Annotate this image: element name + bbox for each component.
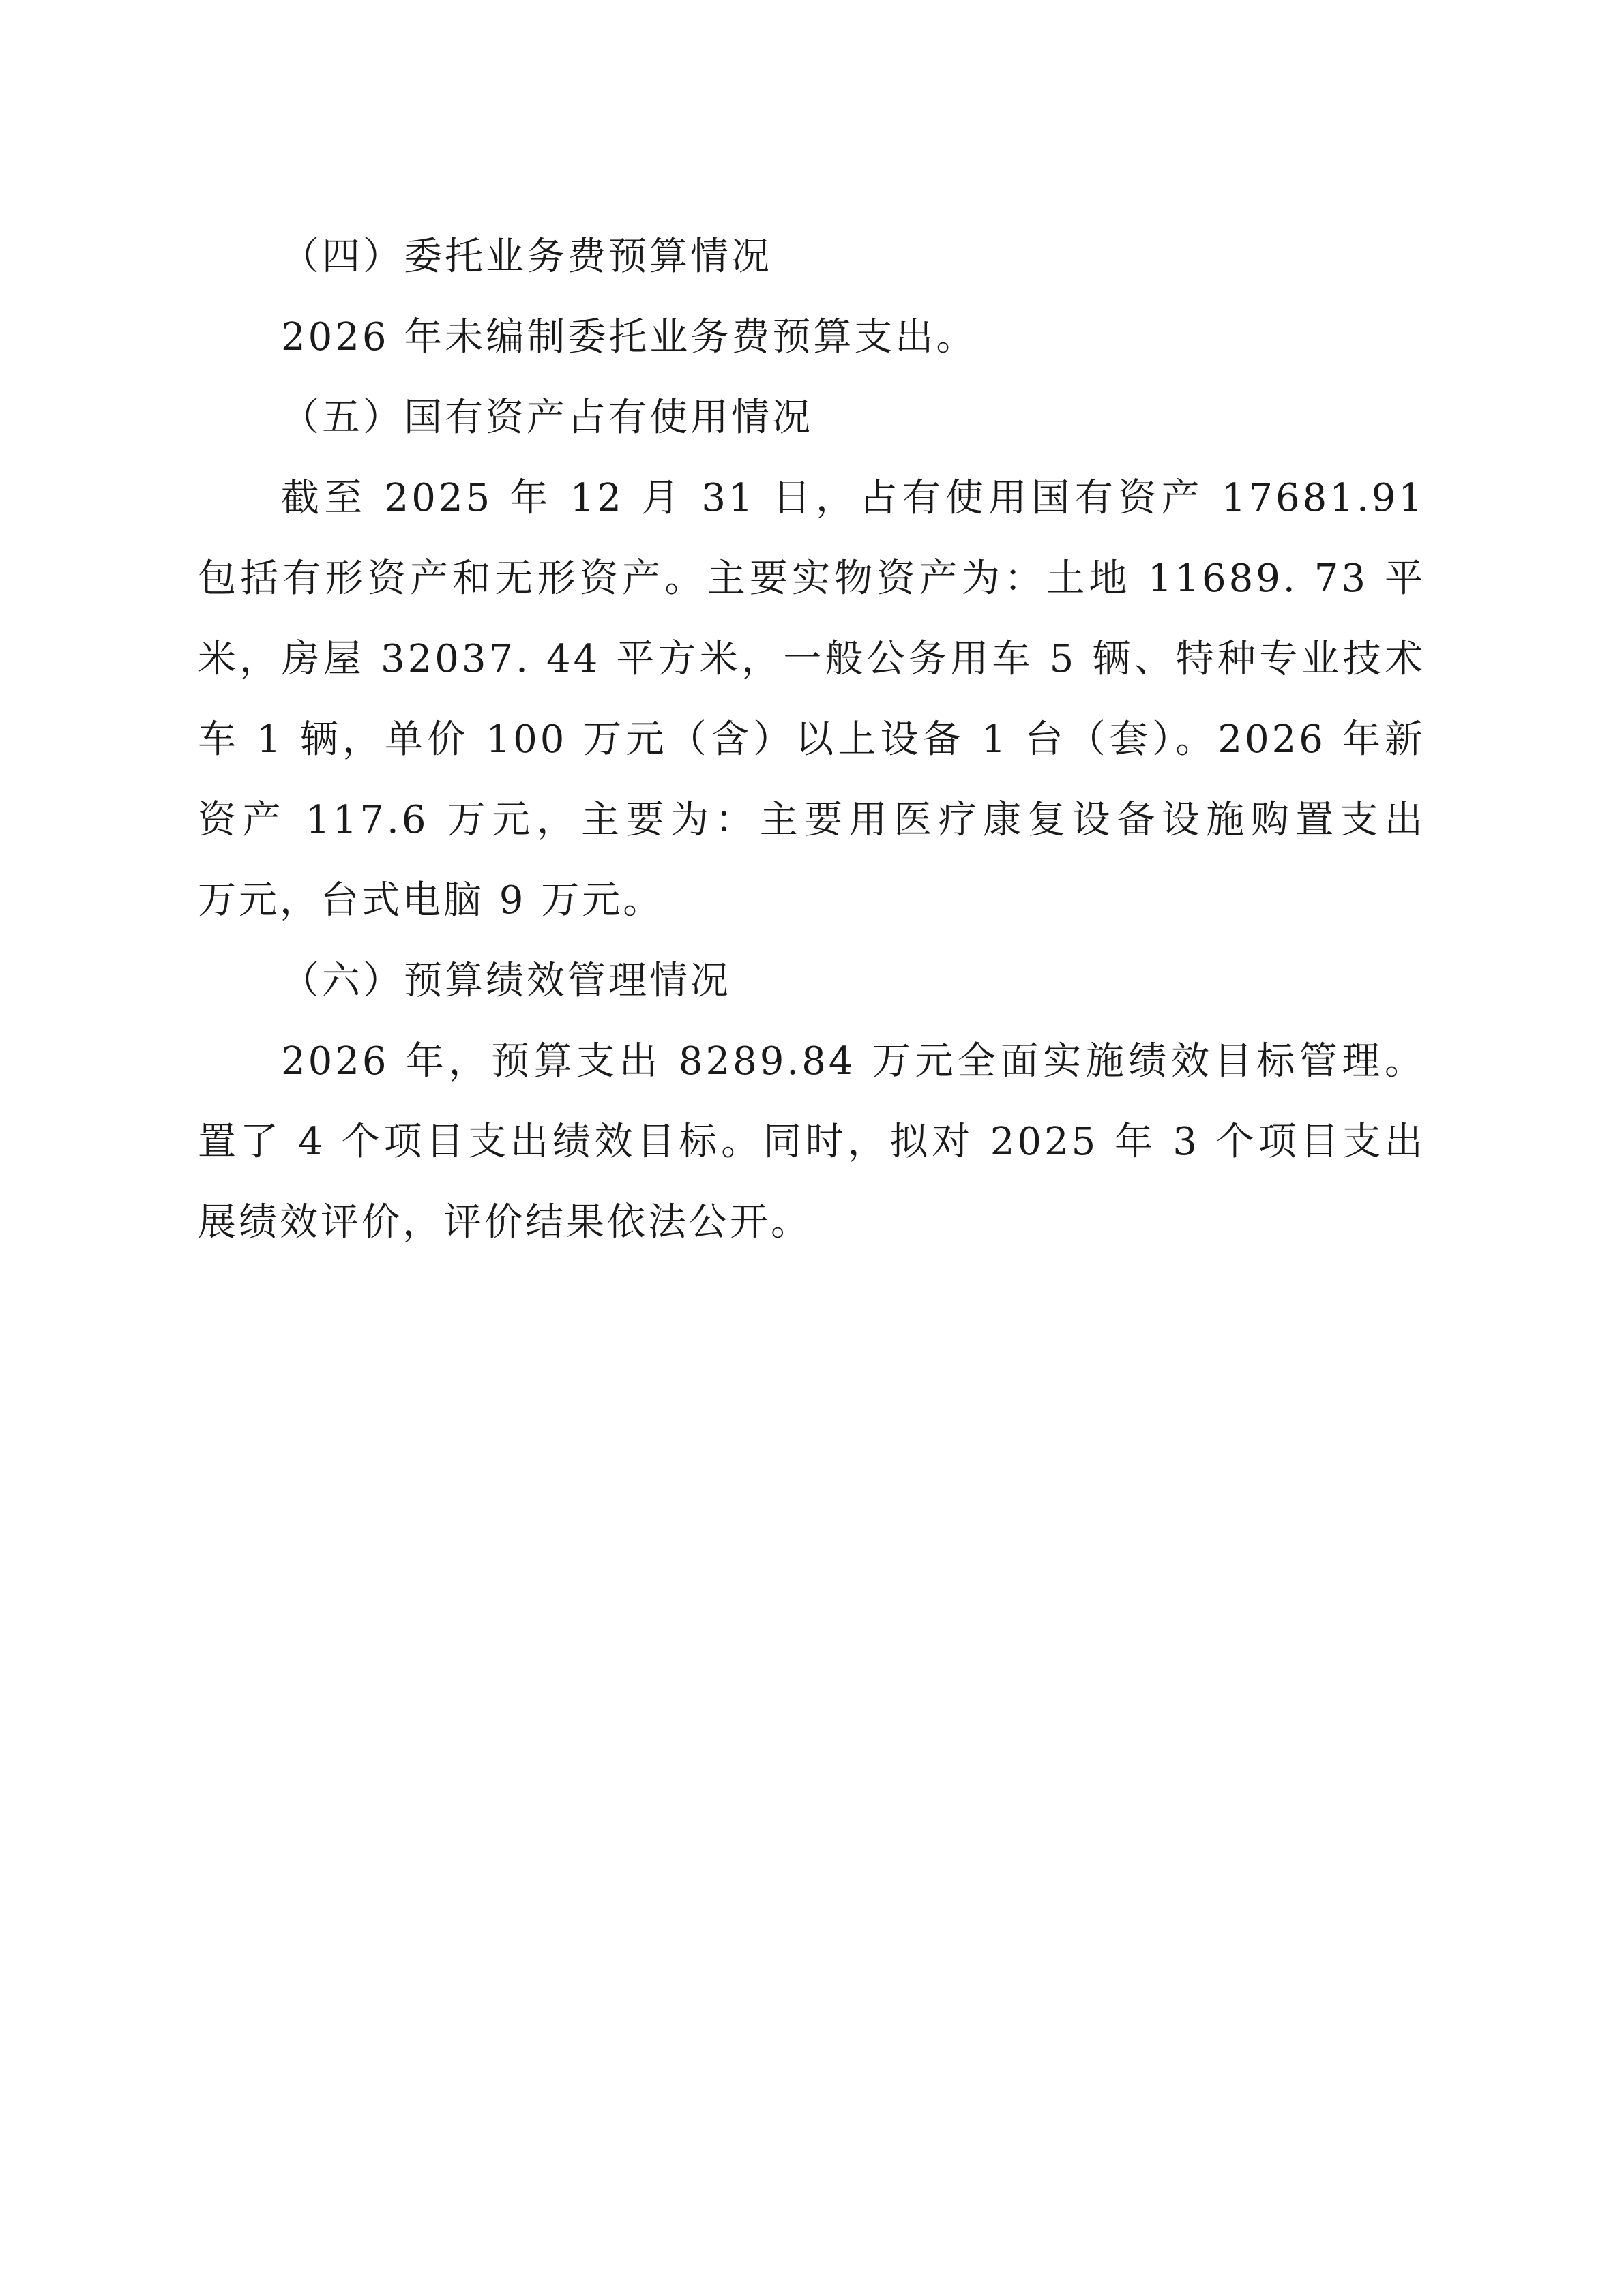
paragraph-line: 2026 年，预算支出 8289.84 万元全面实施绩效目标管理。 — [281, 1039, 1426, 1084]
paragraph-line: 2026 年未编制委托业务费预算支出。 — [281, 315, 977, 359]
paragraph-line: 展绩效评价，评价结果依法公开。 — [198, 1200, 812, 1244]
paragraph-line: 包括有形资产和无形资产。主要实物资产为：土地 11689. 73 平 — [198, 556, 1426, 601]
paragraph-line: 截至 2025 年 12 月 31 日，占有使用国有资产 17681.91 — [281, 476, 1426, 520]
document-body — [198, 217, 1426, 1263]
paragraph-line: 万元，台式电脑 9 万元。 — [198, 878, 664, 923]
paragraph-line: 置了 4 个项目支出绩效目标。同时，拟对 2025 年 3 个项目支出 — [198, 1120, 1426, 1164]
section-heading-6: （六）预算绩效管理情况 — [281, 959, 731, 1003]
paragraph-line: 车 1 辆，单价 100 万元（含）以上设备 1 台（套）。2026 年新 — [198, 717, 1426, 762]
section-heading-5: （五）国有资产占有使用情况 — [281, 396, 813, 440]
paragraph-line: 米，房屋 32037. 44 平方米，一般公务用车 5 辆、特种专业技术 — [198, 637, 1426, 681]
section-heading-4: （四）委托业务费预算情况 — [281, 235, 772, 279]
paragraph-line: 资产 117.6 万元，主要为：主要用医疗康复设备设施购置支出 — [198, 798, 1426, 842]
